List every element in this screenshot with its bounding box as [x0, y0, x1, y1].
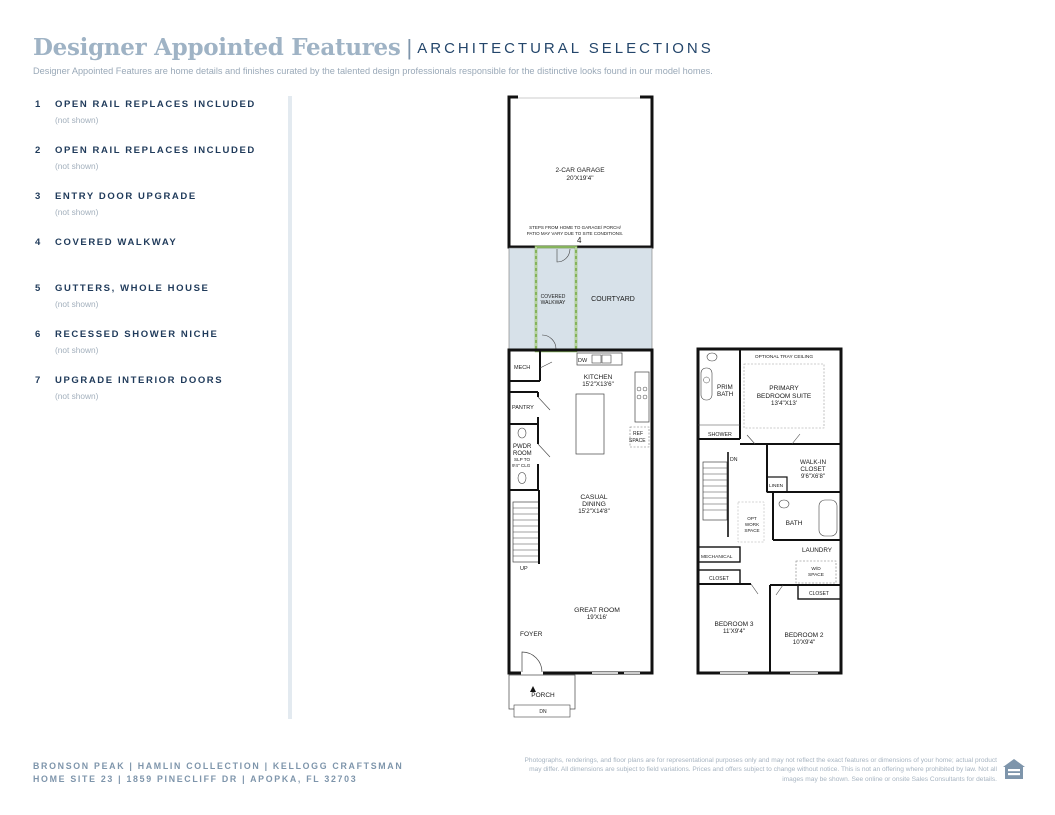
prim-bath-label1: PRIM: [717, 384, 733, 391]
sink-icon: [518, 428, 526, 438]
bathtub-icon: [819, 500, 837, 536]
great-room-label: GREAT ROOM: [574, 607, 620, 614]
garage-dimension: 20'X19'4": [566, 175, 594, 182]
toilet-icon: [707, 353, 717, 361]
closet-door-swing: [792, 434, 800, 444]
closet-b-label: CLOSET: [808, 591, 830, 597]
vanity-icon: [701, 368, 712, 400]
feature-number: 6: [35, 329, 41, 340]
great-room-dimension: 19'X16': [586, 614, 608, 621]
walkway-callout: 4: [577, 236, 582, 245]
slp-label2: 9'4" CLG: [512, 463, 531, 468]
ref-label1: REF: [633, 431, 643, 437]
mechanical-label: MECHANICAL: [701, 555, 733, 560]
feature-number: 1: [35, 99, 41, 110]
footer-address: [33, 760, 403, 786]
feature-number: 3: [35, 191, 41, 202]
vertical-divider: [288, 96, 292, 719]
pwdr-label1: PWDR: [513, 444, 532, 450]
powder-door-swing: [538, 444, 550, 457]
stair-dn-label: DN: [730, 457, 738, 463]
wd-label1: W/D: [811, 567, 821, 572]
toilet-icon: [518, 473, 526, 484]
equal-housing-icon: [1001, 757, 1027, 783]
page-header: [33, 34, 714, 61]
feature-note: (not shown): [55, 207, 99, 217]
feature-number: 4: [35, 237, 41, 248]
footer-line-2: HOME SITE 23 | 1859 PINECLIFF DR | APOPKA, FL 32703: [33, 774, 358, 784]
feature-note: (not shown): [55, 345, 99, 355]
tray-ceiling-label: OPTIONAL TRAY CEILING: [754, 355, 814, 360]
walkin-label2: CLOSET: [800, 466, 826, 473]
dw-label: DW: [578, 358, 588, 364]
pwdr-label2: ROOM: [513, 451, 532, 457]
page-subtitle: ARCHITECTURAL SELECTIONS: [417, 40, 714, 57]
covered-walkway-label1: COVERED: [540, 294, 566, 300]
walkin-dimension: 9'6"X6'8": [801, 474, 825, 480]
up-label: UP: [520, 566, 528, 572]
pantry-door-swing: [538, 397, 550, 410]
front-door-opening: [521, 670, 543, 675]
casual-dining-dimension: 15'2"X14'8": [578, 508, 610, 515]
sink-icon: [779, 500, 789, 508]
steps-note-line2: PATIO MAY VARY DUE TO SITE CONDITIONS.: [526, 231, 624, 236]
feature-number: 2: [35, 145, 41, 156]
bed3-label: BEDROOM 3: [714, 621, 754, 628]
porch-dn-label: DN: [539, 709, 547, 715]
casual-dining-label1: CASUAL: [580, 494, 608, 501]
courtyard-label: COURTYARD: [591, 296, 635, 303]
walkin-label1: WALK-IN: [799, 459, 827, 466]
bed2-dimension: 10'X9'4": [792, 639, 816, 646]
garage-label: 2-CAR GARAGE: [555, 167, 605, 174]
opt-work-label1: OPT: [747, 516, 757, 521]
covered-walkway-label2: WALKWAY: [540, 300, 566, 306]
feature-number: 7: [35, 375, 41, 386]
slp-label1: SLP TO: [514, 457, 531, 462]
opt-work-label3: SPACE: [744, 528, 760, 533]
porch-label: PORCH: [531, 692, 555, 699]
shower-label: SHOWER: [708, 432, 732, 438]
prim-bath-label2: BATH: [717, 391, 734, 398]
mech-label: MECH: [514, 365, 531, 371]
feature-note: (not shown): [55, 115, 99, 125]
front-door-swing: [522, 652, 542, 672]
foyer-label: FOYER: [520, 631, 543, 638]
bed3-door-swing: [751, 584, 758, 594]
kitchen-island: [576, 394, 604, 454]
opt-work-label2: WORK: [744, 522, 760, 527]
page-description: Designer Appointed Features are home details and finishes curated by the talented design professionals responsible for the distinctive looks found in our model homes.: [33, 66, 713, 76]
primary-label1: PRIMARY: [769, 385, 799, 392]
feature-label: OPEN RAIL REPLACES INCLUDED: [55, 145, 256, 156]
primary-dimension: 13'4"X13': [771, 400, 797, 407]
feature-note: (not shown): [55, 161, 99, 171]
bed3-dimension: 11'X9'4": [723, 628, 745, 635]
ref-label2: SPACE: [629, 438, 646, 444]
title-separator: |: [406, 35, 413, 60]
wd-label2: SPACE: [808, 573, 824, 578]
sink-icon: [704, 377, 710, 383]
wd-space-outline: [796, 561, 836, 583]
footer-line-1: BRONSON PEAK | HAMLIN COLLECTION | KELLOGG CRAFTSMAN: [33, 761, 404, 771]
floor-plan: [500, 92, 850, 722]
second-floor-stairs: [703, 462, 727, 520]
casual-dining-label2: DINING: [582, 501, 606, 508]
feature-note: (not shown): [55, 391, 99, 401]
ref-space-outline: [630, 427, 649, 447]
feature-label: GUTTERS, WHOLE HOUSE: [55, 283, 210, 294]
closet-a-label: CLOSET: [708, 576, 730, 582]
primary-label2: BEDROOM SUITE: [756, 393, 812, 400]
pantry-label: PANTRY: [512, 405, 534, 411]
page-title: Designer Appointed Features: [33, 34, 401, 61]
bed2-door-swing: [776, 585, 783, 595]
bed2-label: BEDROOM 2: [784, 632, 824, 639]
linen-label: LINEN: [769, 484, 784, 489]
bath-label: BATH: [785, 520, 803, 527]
feature-label: RECESSED SHOWER NICHE: [55, 329, 219, 340]
laundry-label: LAUNDRY: [802, 547, 832, 554]
mech-door-swing: [540, 362, 552, 368]
floor-plan-drawing: [500, 92, 850, 722]
feature-number: 5: [35, 283, 41, 294]
feature-label: UPGRADE INTERIOR DOORS: [55, 375, 224, 386]
footer-disclaimer: Photographs, renderings, and floor plans are for representational purposes only and may not reflect the exact features or dimensions of your home; actual product may differ. All dimensions are subject to field variations. Prices and offers subject to change without notice. This is not an offering where prohibited by law. Not all images may be shown. See online or onsite Sales Consultants for details.: [524, 757, 997, 783]
feature-label: ENTRY DOOR UPGRADE: [55, 191, 197, 202]
feature-label: OPEN RAIL REPLACES INCLUDED: [55, 99, 256, 110]
feature-note: (not shown): [55, 299, 99, 309]
kitchen-label: KITCHEN: [583, 374, 613, 381]
steps-note-line1: STEPS FROM HOME TO GARAGE/ PORCH/: [529, 225, 621, 230]
feature-label: COVERED WALKWAY: [55, 237, 178, 248]
kitchen-dimension: 15'2"X13'6": [582, 381, 614, 388]
primary-door-swing: [747, 435, 755, 444]
